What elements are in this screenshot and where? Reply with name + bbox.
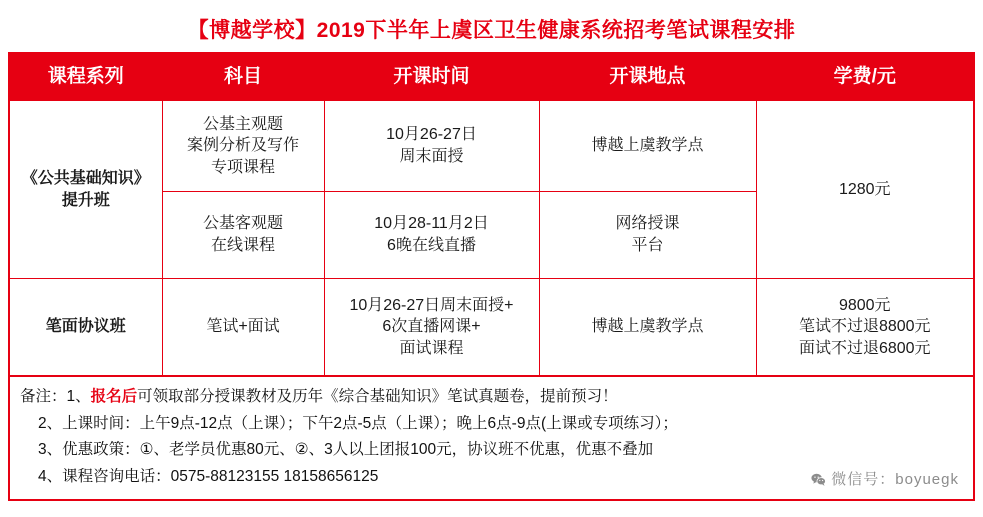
note-line-2: 2、上课时间：上午9点-12点（上课）；下午2点-5点（上课）；晚上6点-9点(上课或专项练习）； bbox=[38, 414, 678, 432]
watermark bbox=[811, 467, 959, 493]
table-row bbox=[9, 101, 974, 192]
fee-line1: 9800元 bbox=[838, 296, 891, 314]
time-line1: 10月28-11月2日 bbox=[374, 215, 489, 233]
note-line-1 bbox=[20, 384, 963, 411]
note-1-prefix: 备注：1、 bbox=[20, 388, 91, 405]
fee-line2: 笔试不过退8800元 bbox=[798, 318, 931, 336]
subject-line2: 案例分析及写作 bbox=[186, 137, 299, 155]
note-1-highlight: 报名后 bbox=[90, 388, 138, 405]
column-header-series: 课程系列 bbox=[9, 53, 162, 101]
time-line3: 面试课程 bbox=[399, 339, 464, 357]
cell-subject-r3: 笔试+面试 bbox=[162, 279, 324, 377]
place-line1: 网络授课 bbox=[615, 215, 680, 233]
cell-time-r3 bbox=[324, 279, 539, 377]
series-name-line1: 《公共基础知识》 bbox=[21, 169, 150, 187]
subject-line1: 公基客观题 bbox=[202, 215, 283, 233]
note-line-4: 4、课程咨询电话：0575-88123155 18158656125 bbox=[38, 467, 379, 485]
column-header-fee: 学费/元 bbox=[756, 53, 974, 101]
cell-series-public-basic bbox=[9, 101, 162, 279]
subject-line2: 在线课程 bbox=[210, 237, 275, 254]
place-line2: 平台 bbox=[631, 237, 664, 254]
subject-line3: 专项课程 bbox=[210, 158, 275, 176]
time-line2: 6次直播网课+ bbox=[382, 318, 481, 336]
cell-subject-r2 bbox=[162, 192, 324, 279]
time-line1: 10月26-27日 bbox=[386, 126, 477, 144]
subject-line1: 公基主观题 bbox=[202, 115, 283, 133]
cell-subject-r1 bbox=[162, 101, 324, 192]
column-header-subject: 科目 bbox=[162, 53, 324, 101]
page-title: 【博越学校】2019下半年上虞区卫生健康系统招考笔试课程安排 bbox=[187, 19, 796, 42]
course-schedule-table bbox=[8, 52, 975, 377]
cell-place-r3: 博越上虞教学点 bbox=[539, 279, 756, 377]
cell-place-r1: 博越上虞教学点 bbox=[539, 101, 756, 192]
table-row bbox=[9, 279, 974, 377]
time-line2: 6晚在线直播 bbox=[387, 237, 476, 254]
fee-line3: 面试不过退6800元 bbox=[798, 339, 931, 357]
note-line-3: 3、优惠政策：①、老学员优惠80元、②、3人以上团报100元，协议班不优惠，优惠不叠加 bbox=[38, 441, 654, 459]
wechat-icon bbox=[811, 473, 826, 486]
series-name-line2: 提升班 bbox=[61, 191, 110, 209]
time-line1: 10月26-27日周末面授+ bbox=[349, 296, 514, 314]
cell-fee-agreement bbox=[756, 279, 974, 377]
cell-time-r2 bbox=[324, 192, 539, 279]
column-header-place: 开课地点 bbox=[539, 53, 756, 101]
notes-section bbox=[8, 377, 975, 501]
cell-time-r1 bbox=[324, 101, 539, 192]
watermark-text: 微信号：boyuegk bbox=[831, 470, 959, 488]
cell-series-agreement: 笔面协议班 bbox=[9, 279, 162, 377]
note-1-suffix: 可领取部分授课教材及历年《综合基础知识》笔试真题卷，提前预习！ bbox=[137, 388, 618, 405]
cell-place-r2 bbox=[539, 192, 756, 279]
column-header-time: 开课时间 bbox=[324, 53, 539, 101]
table-header-row bbox=[9, 53, 974, 101]
cell-fee-public-basic: 1280元 bbox=[756, 101, 974, 279]
time-line2: 周末面授 bbox=[399, 148, 464, 165]
